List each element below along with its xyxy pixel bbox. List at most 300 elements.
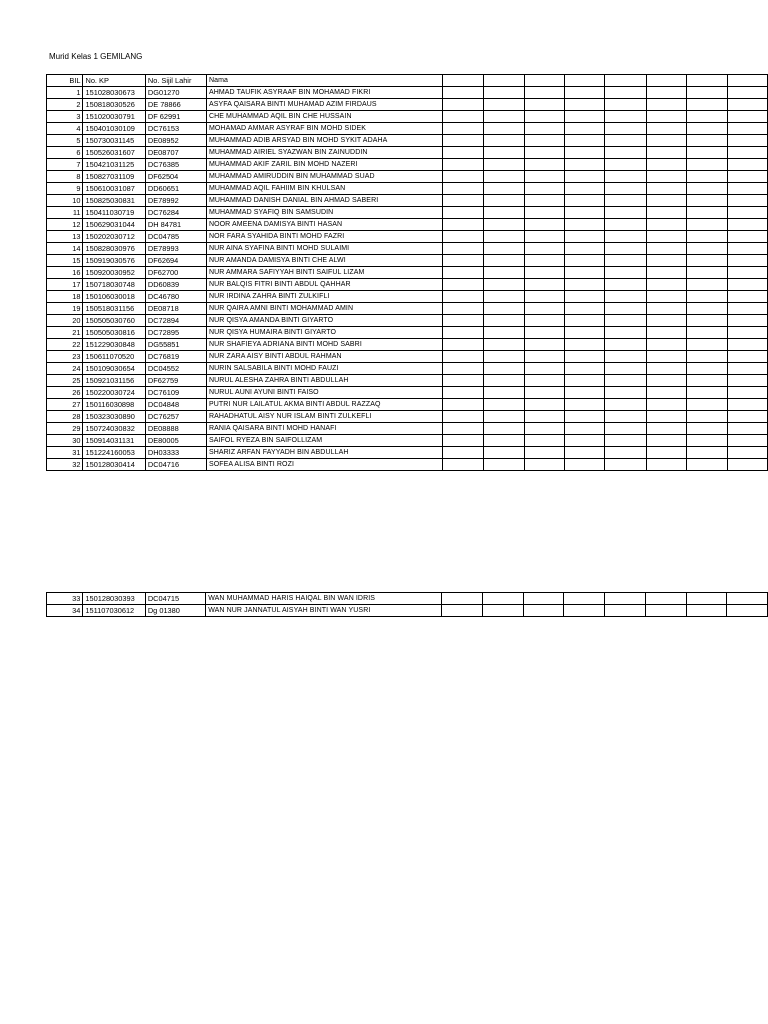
- blank-cell: [484, 411, 524, 423]
- blank-cell: [646, 147, 686, 159]
- blank-cell: [646, 243, 686, 255]
- blank-cell: [484, 339, 524, 351]
- blank-cell: [443, 99, 484, 111]
- table-row: [47, 183, 768, 195]
- cell-bil: 23: [47, 351, 83, 363]
- blank-cell: [687, 387, 727, 399]
- cell-nama: SOFEA ALISA BINTI ROZI: [206, 459, 442, 471]
- blank-cell: [687, 159, 727, 171]
- blank-cell: [524, 351, 564, 363]
- cell-bil: 16: [47, 267, 83, 279]
- cell-bil: 29: [47, 423, 83, 435]
- blank-cell: [565, 399, 605, 411]
- blank-cell: [443, 303, 484, 315]
- blank-cell: [484, 231, 524, 243]
- table-row: [47, 111, 768, 123]
- blank-cell: [687, 447, 727, 459]
- blank-cell: [484, 399, 524, 411]
- cell-nama: SAIFOL RYEZA BIN SAIFOLLIZAM: [206, 435, 442, 447]
- blank-cell: [565, 279, 605, 291]
- cell-bil: 28: [47, 411, 83, 423]
- blank-cell: [646, 605, 687, 617]
- blank-cell: [605, 123, 646, 135]
- blank-cell: [646, 459, 686, 471]
- blank-cell: [646, 291, 686, 303]
- blank-cell: [524, 291, 564, 303]
- blank-cell: [727, 423, 767, 435]
- blank-cell: [484, 267, 524, 279]
- blank-cell: [687, 87, 727, 99]
- blank-cell: [727, 195, 767, 207]
- cell-no-sijil-lahir: DH03333: [145, 447, 206, 459]
- blank-cell: [443, 87, 484, 99]
- blank-cell: [605, 351, 646, 363]
- blank-cell: [605, 99, 646, 111]
- blank-cell: [443, 75, 484, 87]
- blank-cell: [484, 315, 524, 327]
- cell-no-kp: 150920030952: [83, 267, 145, 279]
- cell-no-kp: 150921031156: [83, 375, 145, 387]
- blank-cell: [727, 411, 767, 423]
- blank-cell: [443, 219, 484, 231]
- blank-cell: [727, 435, 767, 447]
- blank-cell: [524, 87, 564, 99]
- blank-cell: [443, 231, 484, 243]
- blank-cell: [443, 243, 484, 255]
- blank-cell: [565, 243, 605, 255]
- blank-cell: [727, 459, 767, 471]
- blank-cell: [646, 327, 686, 339]
- table-row: [47, 159, 768, 171]
- cell-nama: MUHAMMAD AIRIEL SYAZWAN BIN ZAINUDDIN: [206, 147, 442, 159]
- cell-no-sijil-lahir: DD60651: [145, 183, 206, 195]
- blank-cell: [565, 207, 605, 219]
- table-row: [47, 435, 768, 447]
- blank-cell: [605, 159, 646, 171]
- blank-cell: [605, 147, 646, 159]
- cell-nama: NOR FARA SYAHIDA BINTI MOHD FAZRI: [206, 231, 442, 243]
- blank-cell: [484, 171, 524, 183]
- blank-cell: [443, 351, 484, 363]
- blank-cell: [687, 231, 727, 243]
- blank-cell: [646, 339, 686, 351]
- cell-no-sijil-lahir: DC04848: [145, 399, 206, 411]
- blank-cell: [441, 605, 482, 617]
- blank-cell: [484, 303, 524, 315]
- page-title: Murid Kelas 1 GEMILANG: [49, 52, 143, 61]
- blank-cell: [524, 207, 564, 219]
- blank-cell: [524, 159, 564, 171]
- blank-cell: [727, 375, 767, 387]
- blank-cell: [443, 279, 484, 291]
- cell-no-sijil-lahir: DC72894: [145, 315, 206, 327]
- blank-cell: [727, 267, 767, 279]
- blank-cell: [484, 387, 524, 399]
- cell-no-sijil-lahir: DC46780: [145, 291, 206, 303]
- cell-no-kp: 150505030816: [83, 327, 145, 339]
- cell-nama: NUR QISYA AMANDA BINTI GIYARTO: [206, 315, 442, 327]
- blank-cell: [687, 339, 727, 351]
- blank-cell: [565, 339, 605, 351]
- blank-cell: [524, 411, 564, 423]
- cell-no-kp: 150323030890: [83, 411, 145, 423]
- blank-cell: [443, 291, 484, 303]
- cell-no-sijil-lahir: DD60839: [145, 279, 206, 291]
- header-nama: Nama: [206, 75, 442, 87]
- cell-no-sijil-lahir: DG01270: [145, 87, 206, 99]
- blank-cell: [646, 435, 686, 447]
- blank-cell: [524, 339, 564, 351]
- blank-cell: [687, 411, 727, 423]
- table-row: [47, 447, 768, 459]
- cell-no-sijil-lahir: DC76284: [145, 207, 206, 219]
- cell-no-kp: 150401030109: [83, 123, 145, 135]
- cell-no-sijil-lahir: DF62694: [145, 255, 206, 267]
- blank-cell: [441, 593, 482, 605]
- cell-bil: 13: [47, 231, 83, 243]
- blank-cell: [524, 75, 564, 87]
- blank-cell: [443, 327, 484, 339]
- blank-cell: [727, 351, 767, 363]
- cell-bil: 1: [47, 87, 83, 99]
- blank-cell: [605, 387, 646, 399]
- blank-cell: [646, 183, 686, 195]
- cell-bil: 24: [47, 363, 83, 375]
- blank-cell: [605, 315, 646, 327]
- blank-cell: [727, 605, 768, 617]
- cell-no-kp: 150526031607: [83, 147, 145, 159]
- blank-cell: [646, 351, 686, 363]
- blank-cell: [484, 111, 524, 123]
- cell-no-kp: 150106030018: [83, 291, 145, 303]
- blank-cell: [484, 135, 524, 147]
- blank-cell: [484, 435, 524, 447]
- blank-cell: [565, 303, 605, 315]
- blank-cell: [484, 159, 524, 171]
- cell-bil: 9: [47, 183, 83, 195]
- cell-bil: 18: [47, 291, 83, 303]
- blank-cell: [687, 363, 727, 375]
- cell-nama: NOOR AMEENA DAMISYA BINTI HASAN: [206, 219, 442, 231]
- cell-no-sijil-lahir: Dg 01380: [145, 605, 205, 617]
- table-row: [47, 411, 768, 423]
- blank-cell: [605, 435, 646, 447]
- blank-cell: [646, 447, 686, 459]
- cell-no-kp: 150116030898: [83, 399, 145, 411]
- blank-cell: [524, 99, 564, 111]
- blank-cell: [727, 327, 767, 339]
- cell-bil: 30: [47, 435, 83, 447]
- blank-cell: [687, 207, 727, 219]
- blank-cell: [687, 195, 727, 207]
- blank-cell: [727, 303, 767, 315]
- cell-no-sijil-lahir: DC72895: [145, 327, 206, 339]
- blank-cell: [646, 255, 686, 267]
- blank-cell: [443, 267, 484, 279]
- cell-no-kp: 150828030976: [83, 243, 145, 255]
- blank-cell: [564, 605, 605, 617]
- blank-cell: [605, 303, 646, 315]
- cell-no-kp: 150919030576: [83, 255, 145, 267]
- blank-cell: [727, 135, 767, 147]
- blank-cell: [565, 447, 605, 459]
- cell-nama: NURUL ALESHA ZAHRA BINTI ABDULLAH: [206, 375, 442, 387]
- blank-cell: [524, 231, 564, 243]
- blank-cell: [443, 423, 484, 435]
- cell-bil: 5: [47, 135, 83, 147]
- blank-cell: [565, 99, 605, 111]
- blank-cell: [727, 87, 767, 99]
- blank-cell: [484, 183, 524, 195]
- cell-bil: 8: [47, 171, 83, 183]
- blank-cell: [443, 387, 484, 399]
- cell-nama: NUR AMMARA SAFIYYAH BINTI SAIFUL LIZAM: [206, 267, 442, 279]
- cell-nama: MOHAMAD AMMAR ASYRAF BIN MOHD SIDEK: [206, 123, 442, 135]
- cell-no-sijil-lahir: DC76153: [145, 123, 206, 135]
- blank-cell: [727, 315, 767, 327]
- blank-cell: [605, 411, 646, 423]
- blank-cell: [443, 447, 484, 459]
- cell-bil: 3: [47, 111, 83, 123]
- blank-cell: [646, 219, 686, 231]
- blank-cell: [565, 219, 605, 231]
- cell-bil: 26: [47, 387, 83, 399]
- blank-cell: [565, 315, 605, 327]
- blank-cell: [605, 327, 646, 339]
- cell-bil: 10: [47, 195, 83, 207]
- blank-cell: [605, 255, 646, 267]
- cell-no-sijil-lahir: DG55851: [145, 339, 206, 351]
- blank-cell: [604, 605, 645, 617]
- table-row: [47, 363, 768, 375]
- blank-cell: [727, 231, 767, 243]
- blank-cell: [443, 147, 484, 159]
- blank-cell: [524, 279, 564, 291]
- blank-cell: [646, 411, 686, 423]
- blank-cell: [565, 291, 605, 303]
- table-row: [47, 351, 768, 363]
- blank-cell: [484, 459, 524, 471]
- table-row: [47, 459, 768, 471]
- cell-bil: 19: [47, 303, 83, 315]
- blank-cell: [524, 195, 564, 207]
- blank-cell: [565, 435, 605, 447]
- cell-bil: 7: [47, 159, 83, 171]
- cell-nama: MUHAMMAD AKIF ZARIL BIN MOHD NAZERI: [206, 159, 442, 171]
- blank-cell: [646, 363, 686, 375]
- blank-cell: [443, 171, 484, 183]
- blank-cell: [565, 267, 605, 279]
- cell-no-kp: 151020030791: [83, 111, 145, 123]
- blank-cell: [443, 255, 484, 267]
- cell-no-kp: 150724030832: [83, 423, 145, 435]
- blank-cell: [687, 351, 727, 363]
- blank-cell: [484, 87, 524, 99]
- table-row: [47, 123, 768, 135]
- blank-cell: [523, 593, 564, 605]
- cell-no-kp: 150629031044: [83, 219, 145, 231]
- blank-cell: [646, 99, 686, 111]
- cell-nama: RAHADHATUL AISY NUR ISLAM BINTI ZULKEFLI: [206, 411, 442, 423]
- blank-cell: [605, 363, 646, 375]
- blank-cell: [646, 399, 686, 411]
- blank-cell: [484, 363, 524, 375]
- cell-no-kp: 150505030760: [83, 315, 145, 327]
- blank-cell: [524, 303, 564, 315]
- blank-cell: [727, 219, 767, 231]
- blank-cell: [443, 183, 484, 195]
- blank-cell: [687, 171, 727, 183]
- blank-cell: [524, 423, 564, 435]
- blank-cell: [687, 327, 727, 339]
- blank-cell: [646, 315, 686, 327]
- cell-nama: NUR BALQIS FITRI BINTI ABDUL QAHHAR: [206, 279, 442, 291]
- blank-cell: [524, 219, 564, 231]
- cell-bil: 33: [47, 593, 83, 605]
- blank-cell: [565, 87, 605, 99]
- blank-cell: [443, 375, 484, 387]
- cell-nama: NURIN SALSABILA BINTI MOHD FAUZI: [206, 363, 442, 375]
- blank-cell: [646, 171, 686, 183]
- table-row: [47, 219, 768, 231]
- blank-cell: [524, 435, 564, 447]
- blank-cell: [646, 387, 686, 399]
- blank-cell: [443, 363, 484, 375]
- blank-cell: [565, 135, 605, 147]
- blank-cell: [565, 255, 605, 267]
- table-row: [47, 605, 768, 617]
- table-row: [47, 147, 768, 159]
- blank-cell: [605, 243, 646, 255]
- blank-cell: [565, 363, 605, 375]
- header-no-sijil-lahir: No. Sijil Lahir: [145, 75, 206, 87]
- blank-cell: [524, 315, 564, 327]
- table-row: [47, 279, 768, 291]
- blank-cell: [443, 411, 484, 423]
- blank-cell: [443, 195, 484, 207]
- blank-cell: [687, 75, 727, 87]
- blank-cell: [605, 183, 646, 195]
- cell-no-sijil-lahir: DC04552: [145, 363, 206, 375]
- cell-bil: 27: [47, 399, 83, 411]
- blank-cell: [484, 243, 524, 255]
- blank-cell: [524, 183, 564, 195]
- blank-cell: [565, 147, 605, 159]
- cell-no-sijil-lahir: DE78993: [145, 243, 206, 255]
- cell-nama: RANIA QAISARA BINTI MOHD HANAFI: [206, 423, 442, 435]
- blank-cell: [727, 123, 767, 135]
- cell-no-kp: 151028030673: [83, 87, 145, 99]
- blank-cell: [565, 327, 605, 339]
- blank-cell: [524, 171, 564, 183]
- cell-no-kp: 150611070520: [83, 351, 145, 363]
- blank-cell: [686, 605, 727, 617]
- cell-bil: 31: [47, 447, 83, 459]
- cell-no-kp: 150827031109: [83, 171, 145, 183]
- cell-bil: 15: [47, 255, 83, 267]
- table-row: [47, 315, 768, 327]
- blank-cell: [727, 243, 767, 255]
- blank-cell: [565, 351, 605, 363]
- table-row: [47, 99, 768, 111]
- cell-no-kp: 150128030414: [83, 459, 145, 471]
- cell-no-kp: 151224160053: [83, 447, 145, 459]
- blank-cell: [565, 411, 605, 423]
- blank-cell: [565, 123, 605, 135]
- table-row: [47, 231, 768, 243]
- cell-nama: MUHAMMAD AMIRUDDIN BIN MUHAMMAD SUAD: [206, 171, 442, 183]
- blank-cell: [727, 387, 767, 399]
- cell-no-sijil-lahir: DE 78866: [145, 99, 206, 111]
- cell-no-sijil-lahir: DE08707: [145, 147, 206, 159]
- cell-no-kp: 151107030612: [83, 605, 145, 617]
- cell-nama: AHMAD TAUFIK ASYRAAF BIN MOHAMAD FIKRI: [206, 87, 442, 99]
- blank-cell: [727, 363, 767, 375]
- cell-nama: NURUL AUNI AYUNI BINTI FAISO: [206, 387, 442, 399]
- blank-cell: [686, 593, 727, 605]
- cell-no-sijil-lahir: DF62504: [145, 171, 206, 183]
- blank-cell: [565, 75, 605, 87]
- cell-no-sijil-lahir: DC04715: [145, 593, 205, 605]
- cell-bil: 32: [47, 459, 83, 471]
- blank-cell: [687, 135, 727, 147]
- cell-nama: WAN NUR JANNATUL AISYAH BINTI WAN YUSRI: [206, 605, 442, 617]
- cell-nama: ASYFA QAISARA BINTI MUHAMAD AZIM FIRDAUS: [206, 99, 442, 111]
- blank-cell: [443, 399, 484, 411]
- table-row: [47, 207, 768, 219]
- cell-bil: 20: [47, 315, 83, 327]
- blank-cell: [687, 243, 727, 255]
- blank-cell: [646, 375, 686, 387]
- blank-cell: [443, 339, 484, 351]
- blank-cell: [524, 327, 564, 339]
- table-row: [47, 423, 768, 435]
- blank-cell: [605, 399, 646, 411]
- table-row: [47, 267, 768, 279]
- blank-cell: [646, 207, 686, 219]
- blank-cell: [484, 255, 524, 267]
- cell-nama: CHE MUHAMMAD AQIL BIN CHE HUSSAIN: [206, 111, 442, 123]
- table-row: [47, 327, 768, 339]
- blank-cell: [524, 147, 564, 159]
- blank-cell: [484, 375, 524, 387]
- table-row: [47, 135, 768, 147]
- blank-cell: [687, 267, 727, 279]
- table-row: [47, 303, 768, 315]
- blank-cell: [484, 123, 524, 135]
- cell-no-sijil-lahir: DC76819: [145, 351, 206, 363]
- blank-cell: [605, 207, 646, 219]
- cell-no-kp: 150411030719: [83, 207, 145, 219]
- blank-cell: [565, 171, 605, 183]
- blank-cell: [646, 423, 686, 435]
- blank-cell: [524, 255, 564, 267]
- blank-cell: [687, 147, 727, 159]
- blank-cell: [727, 75, 767, 87]
- blank-cell: [524, 399, 564, 411]
- cell-bil: 4: [47, 123, 83, 135]
- blank-cell: [483, 593, 524, 605]
- cell-no-kp: 150518031156: [83, 303, 145, 315]
- blank-cell: [565, 159, 605, 171]
- cell-bil: 34: [47, 605, 83, 617]
- cell-no-sijil-lahir: DC04785: [145, 231, 206, 243]
- blank-cell: [646, 123, 686, 135]
- blank-cell: [484, 447, 524, 459]
- blank-cell: [524, 111, 564, 123]
- blank-cell: [605, 75, 646, 87]
- blank-cell: [565, 387, 605, 399]
